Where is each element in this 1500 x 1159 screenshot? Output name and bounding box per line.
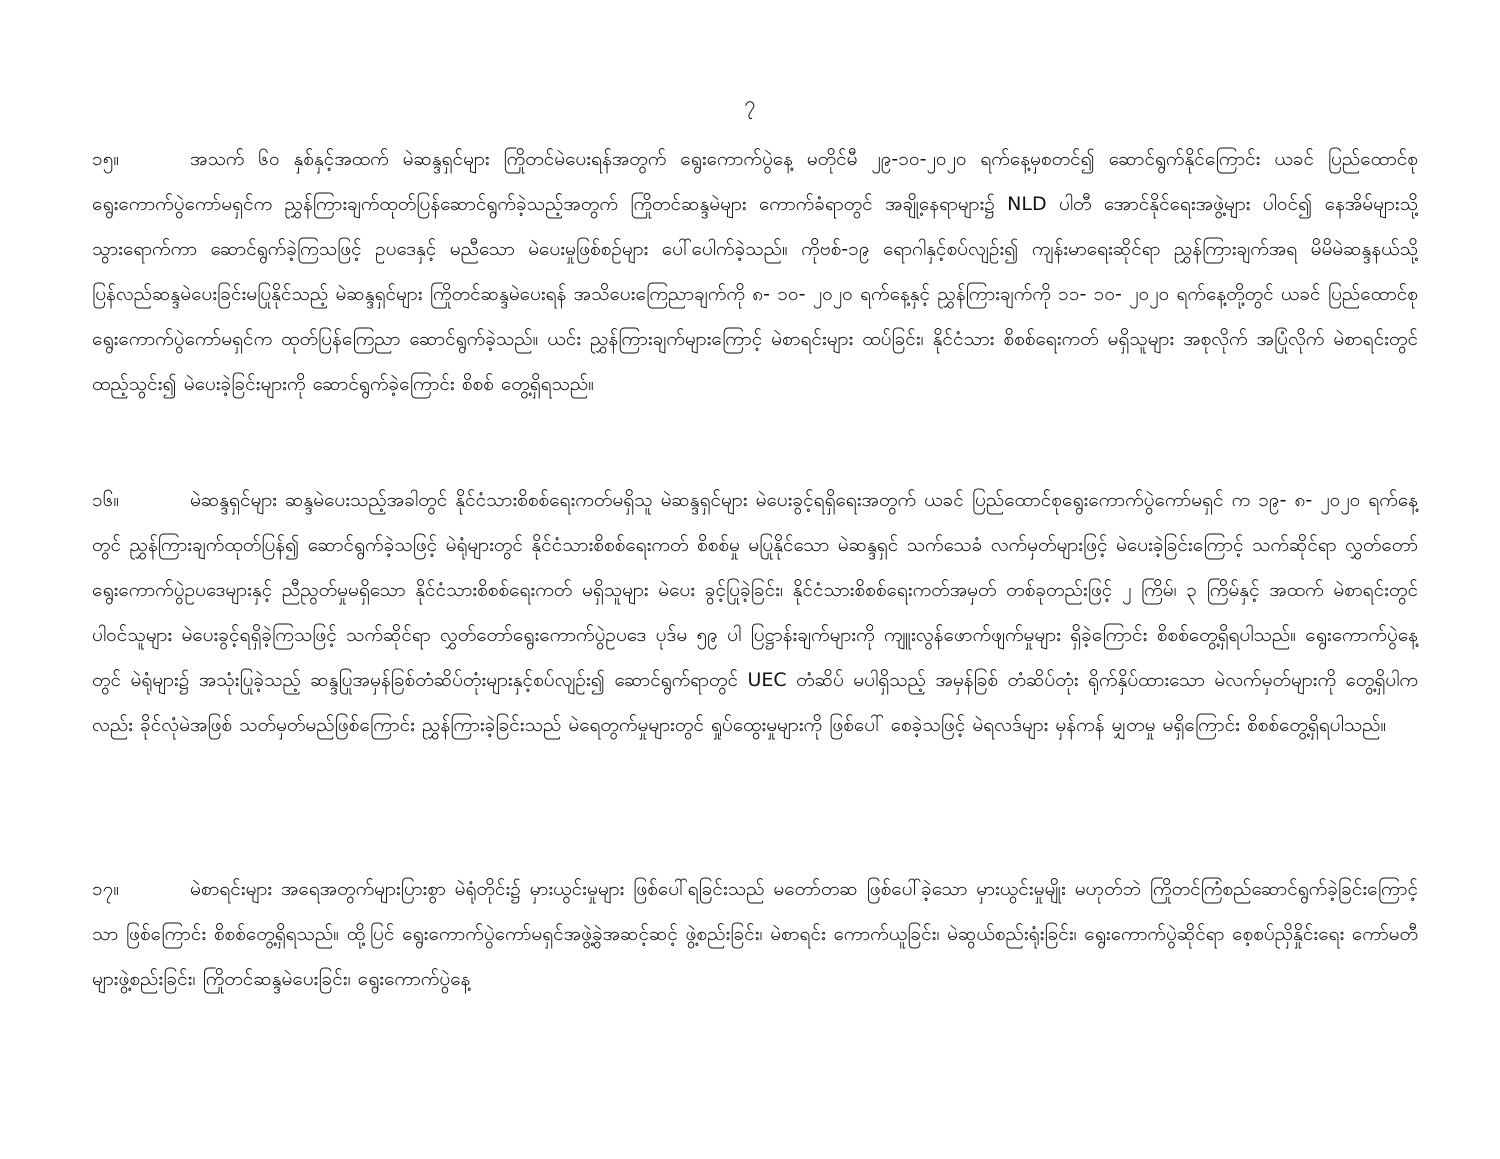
paragraph-16 [92, 478, 1418, 748]
paragraph-number: ၁၇။ [92, 878, 120, 900]
paragraph-number: ၁၆။ [92, 489, 120, 511]
paragraph-15 [92, 137, 1418, 407]
paragraph-text: အသက် ၆၀ နှစ်နှင့်အထက် မဲဆန္ဒရှင်များ ကြိုတင်မဲပေးရန်အတွက် ရွေးကောက်ပွဲနေ့ မတိုင်မီ ၂၉-၁၀-၂၀၂၀ ရက်နေ့မှစတင်၍ ဆောင်ရွက်နိုင်ကြောင်း ယခင် ပြည်ထောင်စု ရွေးကောက်ပွဲကော်မရှင်က ညွှန်ကြားချက်ထုတ်ပြန်ဆောင်ရွက်ခဲ့သည့်အတွက် ကြိုတင်ဆန္ဒမဲများ ကောက်ခံရာတွင် အချို့နေရာများ၌ NLD ပါတီ အောင်နိုင်ရေးအဖွဲ့များ ပါဝင်၍ နေအိမ်များသို့ သွားရောက်ကာ ဆောင်ရွက်ခဲ့ကြသဖြင့် ဥပဒေနှင့် မညီသော မဲပေးမှုဖြစ်စဉ်များ ပေါ်ပေါက်ခဲ့သည်။ ကိုဗစ်-၁၉ ရောဂါနှင့်စပ်လျဉ်း၍ ကျန်းမာရေးဆိုင်ရာ ညွှန်ကြားချက်အရ မိမိမဲဆန္ဒနယ်သို့ ပြန်လည်ဆန္ဒမဲပေးခြင်းမပြုနိုင်သည့် မဲဆန္ဒရှင်များ ကြိုတင်ဆန္ဒမဲပေးရန် အသိပေးကြေညာချက်ကို ၈- ၁၀- ၂၀၂၀ ရက်နေ့နှင့် ညွှန်ကြားချက်ကို ၁၁- ၁၀- ၂၀၂၀ ရက်နေ့တို့တွင် ယခင် ပြည်ထောင်စုရွေးကောက်ပွဲကော်မရှင်က ထုတ်ပြန်ကြေညာ ဆောင်ရွက်ခဲ့သည်။ ယင်း ညွှန်ကြားချက်များကြောင့် မဲစာရင်းများ ထပ်ခြင်း၊ နိုင်ငံသား စိစစ်ရေးကတ် မရှိသူများ အစုလိုက် အပြုံလိုက် မဲစာရင်းတွင်ထည့်သွင်း၍ မဲပေးခဲ့ခြင်းများကို ဆောင်ရွက်ခဲ့ကြောင်း စိစစ် တွေ့ရှိရသည်။ [92, 148, 1418, 395]
paragraph-text: မဲဆန္ဒရှင်များ ဆန္ဒမဲပေးသည့်အခါတွင် နိုင်ငံသားစိစစ်ရေးကတ်မရှိသူ မဲဆန္ဒရှင်များ မဲပေးခွင့်ရရှိရေးအတွက် ယခင် ပြည်ထောင်စုရွေးကောက်ပွဲကော်မရှင် က ၁၉- ၈- ၂၀၂၀ ရက်နေ့တွင် ညွှန်ကြားချက်ထုတ်ပြန်၍ ဆောင်ရွက်ခဲ့သဖြင့် မဲရုံများတွင် နိုင်ငံသားစိစစ်ရေးကတ် စိစစ်မှု မပြုနိုင်သော မဲဆန္ဒရှင် သက်သေခံ လက်မှတ်များဖြင့် မဲပေးခဲ့ခြင်းကြောင့် သက်ဆိုင်ရာ လွှတ်တော်ရွေးကောက်ပွဲဥပဒေများနှင့် ညီညွတ်မှုမရှိသော နိုင်ငံသားစိစစ်ရေးကတ် မရှိသူများ မဲပေး ခွင့်ပြုခဲ့ခြင်း၊ နိုင်ငံသားစိစစ်ရေးကတ်အမှတ် တစ်ခုတည်းဖြင့် ၂ ကြိမ်၊ ၃ ကြိမ်နှင့် အထက် မဲစာရင်းတွင် ပါဝင်သူများ မဲပေးခွင့်ရရှိခဲ့ကြသဖြင့် သက်ဆိုင်ရာ လွှတ်တော်ရွေးကောက်ပွဲဥပဒေ ပုဒ်မ ၅၉ ပါ ပြဋ္ဌာန်းချက်များကို ကျူးလွန်ဖောက်ဖျက်မှုများ ရှိခဲ့ကြောင်း စိစစ်တွေ့ရှိရပါသည်။ ရွေးကောက်ပွဲနေ့တွင် မဲရုံများ၌ အသုံးပြုခဲ့သည့် ဆန္ဒပြုအမှန်ခြစ်တံဆိပ်တုံးများနှင့်စပ်လျဉ်း၍ ဆောင်ရွက်ရာတွင် UEC တံဆိပ် မပါရှိသည့် အမှန်ခြစ် တံဆိပ်တုံး ရိုက်နှိပ်ထားသော မဲလက်မှတ်များကို တွေ့ရှိပါကလည်း ခိုင်လုံမဲအဖြစ် သတ်မှတ်မည်ဖြစ်ကြောင်း ညွှန်ကြားခဲ့ခြင်းသည် မဲရေတွက်မှုများတွင် ရှုပ်ထွေးမှုများကို ဖြစ်ပေါ် စေခဲ့သဖြင့် မဲရလဒ်များ မှန်ကန် မျှတမှု မရှိကြောင်း စိစစ်တွေ့ရှိရပါသည်။ [92, 489, 1418, 736]
page-number: ၇ [744, 91, 756, 115]
paragraph-number: ၁၅။ [92, 148, 120, 170]
paragraph-text: မဲစာရင်းများ အရေအတွက်များပြားစွာ မဲရုံတိုင်း၌ မှားယွင်းမှုများ ဖြစ်ပေါ်ရခြင်းသည် မတော်တဆ ဖြစ်ပေါ်ခဲ့သော မှားယွင်းမှုမျိုး မဟုတ်ဘဲ ကြိုတင်ကြံစည်ဆောင်ရွက်ခဲ့ခြင်းကြောင့်သာ ဖြစ်ကြောင်း စိစစ်တွေ့ရှိရသည်။ ထို့ပြင် ရွေးကောက်ပွဲကော်မရှင်အဖွဲ့ခွဲအဆင့်ဆင့် ဖွဲ့စည်းခြင်း၊ မဲစာရင်း ကောက်ယူခြင်း၊ မဲဆွယ်စည်းရုံးခြင်း၊ ရွေးကောက်ပွဲဆိုင်ရာ စေ့စပ်ညှိနှိုင်းရေး ကော်မတီများဖွဲ့စည်းခြင်း၊ ကြိုတင်ဆန္ဒမဲပေးခြင်း၊ ရွေးကောက်ပွဲနေ့ [92, 878, 1418, 990]
paragraph-17 [92, 867, 1418, 1002]
